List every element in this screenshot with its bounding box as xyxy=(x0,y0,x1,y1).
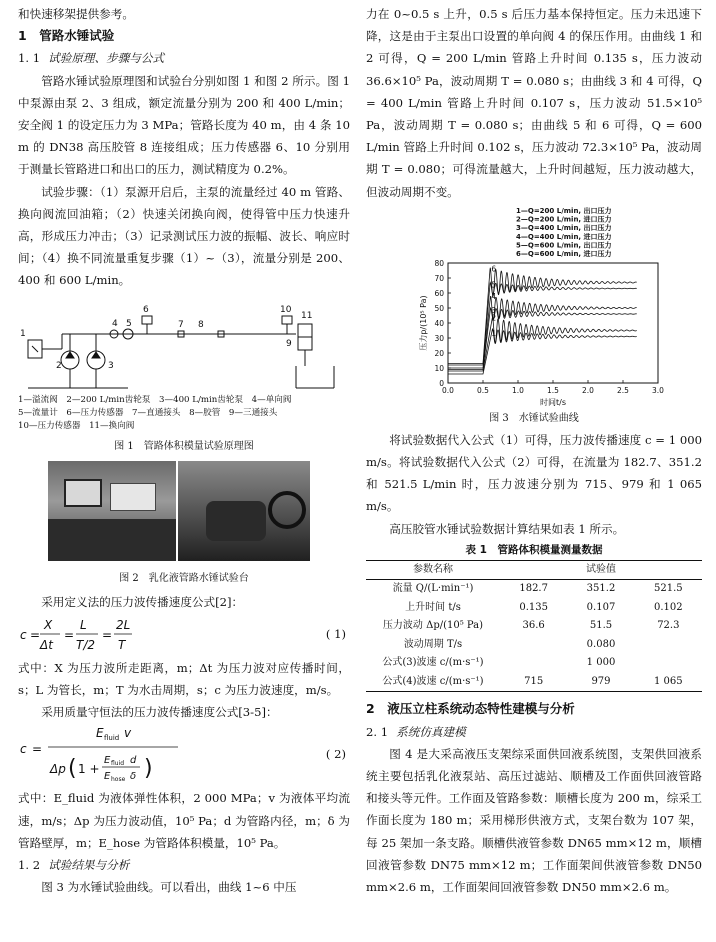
pump-unit xyxy=(206,501,266,541)
svg-text:): ) xyxy=(144,756,153,782)
table-cell: 波动周期 T/s xyxy=(403,638,463,650)
table-1 xyxy=(366,560,702,693)
svg-text:1 +: 1 + xyxy=(78,762,100,777)
fig1-legend-line: 1—溢流阀 2—200 L/min齿轮泵 3—400 L/min齿轮泵 4—单向阀 xyxy=(18,394,292,405)
table-cell: 182.7 xyxy=(519,583,548,595)
y-axis-label: 压力p/(10⁵ Pa) xyxy=(419,295,428,351)
table-cell xyxy=(635,654,702,673)
svg-text:T: T xyxy=(118,637,126,652)
hose-coil xyxy=(268,491,306,529)
equation-1-formula xyxy=(18,613,218,657)
fig1-label: 9 xyxy=(286,338,292,349)
series-line-2 xyxy=(448,317,637,371)
table-cell xyxy=(500,636,567,655)
svg-text:δ: δ xyxy=(130,771,137,783)
subsection-heading-1-1 xyxy=(18,47,350,69)
fig1-legend-line: 5—流量计 6—压力传感器 7—直通接头 8—胶管 9—三通接头 xyxy=(18,407,278,418)
equation-1 xyxy=(18,613,350,657)
table-cell: 公式(4)波速 c/(m·s⁻¹) xyxy=(366,673,500,692)
table-cell: 公式(3)波速 c/(m·s⁻¹) xyxy=(382,657,484,669)
monitor-screen xyxy=(64,479,102,507)
legend-entry: 5—Q=600 L/min, 出口压力 xyxy=(516,241,612,250)
series-line-5 xyxy=(448,282,637,364)
section-heading-1: 1 管路水锤试验 xyxy=(18,28,115,44)
paragraph: 管路水锤试验原理图和试验台分别如图 1 和图 2 所示。图 1 中泵源由泵 2、3 组成，额定流量分别为 200 和 400 L/min；安全阀 1 的设定压力为 3 MPa；管路长度为 40 m，由 4 条 10 m 的 DN38 高压胶管 8 连接组成；压力传感器 6、10 分别用于测量长管路进口和出口的压力，测试精度为 0.2%。 xyxy=(18,73,350,177)
table-cell xyxy=(635,636,702,655)
subsection-heading-2-1 xyxy=(366,721,702,743)
table-cell: 351.2 xyxy=(586,583,616,595)
y-tick-label: 80 xyxy=(434,258,444,268)
table-row xyxy=(366,654,702,673)
water-hammer-chart xyxy=(366,205,702,411)
table-cell: 521.5 xyxy=(654,583,683,595)
curve-label: 6 xyxy=(491,264,497,274)
table-cell xyxy=(500,654,567,673)
paragraph: 式中：X 为压力波所走距离，m；Δt 为压力波对应传播时间，s；L 为管长，m；T 为水击周期，s；c 为压力波速度，m/s。 xyxy=(18,660,350,698)
paragraph: 将试验数据代入公式（1）可得，压力波传播速度 c = 1 000 m/s。将试验数据代入公式（2）可得，在流量为 182.7、351.2 和 521.5 L/min 时，压力波速分别为 715、979 和 1 065 m/s。 xyxy=(366,432,702,514)
table-cell: 979 xyxy=(567,673,634,692)
table-1-caption: 表 1 管路体积模量测量数据 xyxy=(465,543,603,556)
x-tick-label: 0.0 xyxy=(442,385,454,395)
svg-text:Δp: Δp xyxy=(50,762,66,777)
svg-text:E: E xyxy=(96,726,104,741)
paragraph: 图 4 是大采高液压支架综采面供回液系统图，支架供回液系统主要包括乳化液泵站、高压过滤站、顺槽及工作面供回液管路和接头等元件。工作面及管路参数：顺槽长度为 200 m，综采工作面长度为 180 m；采用梯形供液方式，支架台数为 107 架，每 25 架加一条支路。顺槽供液管参数 DN65 mm×12 m，顺槽回液管参数 DN75 mm×12 m；工作面架间供液管参数 DN50 mm×2.6 m，工作面架间回液管参数 DN50 mm×2.6 m。 xyxy=(366,746,702,894)
fig1-label: 7 xyxy=(178,319,184,330)
svg-text:Δt: Δt xyxy=(40,637,53,652)
subsection-title: 系统仿真建模 xyxy=(396,724,466,739)
equation-1-number: ( 1) xyxy=(325,626,346,641)
x-tick-label: 1.0 xyxy=(512,385,524,395)
svg-text:=: = xyxy=(102,627,113,642)
table-cell: 72.3 xyxy=(657,620,680,632)
table-cell: 0.135 xyxy=(519,601,548,613)
curve-label: 4 xyxy=(491,291,497,301)
svg-text:T/2: T/2 xyxy=(76,637,96,652)
table-cell: 流量 Q/(L·min⁻¹) xyxy=(392,583,474,595)
table-cell: 1 065 xyxy=(635,673,702,692)
table-header-cell: 参数名称 xyxy=(366,560,500,580)
fig1-label: 2 xyxy=(56,360,62,371)
subsection-title: 试验结果与分析 xyxy=(48,858,130,873)
table-cell: 上升时间 t/s xyxy=(405,601,461,613)
subsection-title: 试验原理、步骤与公式 xyxy=(48,51,165,66)
test-bench-photo-right xyxy=(178,461,310,561)
figure-1 xyxy=(18,296,350,392)
subsection-heading-1-2 xyxy=(18,854,350,876)
x-tick-label: 0.5 xyxy=(477,385,489,395)
paragraph: 试验步骤：（1）泵源开启后，主泵的流量经过 40 m 管路、换向阀流回油箱；（2）快速关闭换向阀，使得管中压力快速升高，形成压力冲击；（3）记录测试压力波的振幅、波长、响应时间；（4）换不同流量重复步骤（1）~（3），流量分别是 200、400 和 600 L/min。 xyxy=(18,184,350,288)
x-tick-label: 3.0 xyxy=(652,385,664,395)
svg-text:=: = xyxy=(64,627,75,642)
y-tick-label: 70 xyxy=(434,273,444,283)
svg-text:v: v xyxy=(124,726,132,741)
table-cell: 715 xyxy=(500,673,567,692)
subsection-number: 1. 1 xyxy=(18,51,41,66)
figure-1-caption: 图 1 管路体积模量试验原理图 xyxy=(114,440,254,452)
fig1-label: 5 xyxy=(126,318,132,329)
fig1-label: 3 xyxy=(108,360,114,371)
table-body xyxy=(366,580,702,692)
table-row xyxy=(366,617,702,636)
curve-label: 2 xyxy=(491,313,497,323)
svg-text:d: d xyxy=(130,755,137,767)
legend-entry: 1—Q=200 L/min, 出口压力 xyxy=(516,206,612,215)
svg-text:c: c xyxy=(20,742,27,757)
equation-2-number: ( 2) xyxy=(325,747,346,762)
figure-2-caption: 图 2 乳化液管路水锤试验台 xyxy=(119,572,249,584)
right-column xyxy=(366,3,702,898)
svg-text:=: = xyxy=(30,627,41,642)
table-row xyxy=(366,599,702,618)
table-cell: 51.5 xyxy=(589,620,613,632)
table-cell: 压力波动 Δp/(10⁵ Pa) xyxy=(382,620,484,632)
section-heading-2: 2 液压立柱系统动态特性建模与分析 xyxy=(366,701,575,717)
paragraph: 采用质量守恒法的压力波传播速度公式[3-5]： xyxy=(41,705,278,720)
subsection-number: 2. 1 xyxy=(366,724,389,739)
table-cell: 0.107 xyxy=(586,601,616,613)
series-line-4 xyxy=(448,296,637,368)
y-tick-label: 40 xyxy=(434,318,444,328)
x-axis-label: 时间t/s xyxy=(540,397,566,407)
table-row xyxy=(366,636,702,655)
paragraph: 和快速移架提供参考。 xyxy=(18,7,134,21)
svg-text:X: X xyxy=(44,617,53,632)
svg-text:hose: hose xyxy=(111,776,126,784)
x-tick-label: 2.0 xyxy=(582,385,594,395)
svg-text:E: E xyxy=(104,755,111,767)
fig1-label: 11 xyxy=(301,310,313,321)
fig1-label: 4 xyxy=(112,318,118,329)
equation-2-formula xyxy=(18,723,238,787)
paragraph: 采用定义法的压力波传播速度公式[2]： xyxy=(41,594,244,609)
svg-text:2L: 2L xyxy=(116,617,131,632)
legend-entry: 3—Q=400 L/min, 出口压力 xyxy=(516,224,612,233)
equation-2 xyxy=(18,723,350,787)
figure-2 xyxy=(18,461,350,567)
figure-1-schematic xyxy=(18,296,350,392)
fig1-label: 6 xyxy=(143,304,149,315)
y-tick-label: 30 xyxy=(434,333,444,343)
curve-label: 1 xyxy=(491,328,497,338)
fig1-label: 1 xyxy=(20,328,26,339)
bench-table xyxy=(48,519,176,561)
table-row xyxy=(366,580,702,599)
y-tick-label: 60 xyxy=(434,288,444,298)
series-line-1 xyxy=(448,329,637,374)
table-cell: 0.080 xyxy=(586,638,616,650)
subsection-number: 1. 2 xyxy=(18,858,41,873)
svg-text:L: L xyxy=(80,617,87,632)
curve-label: 5 xyxy=(491,280,497,290)
series-line-6 xyxy=(448,268,637,364)
fig1-label: 10 xyxy=(280,304,292,315)
table-header-cell: 试验值 xyxy=(500,560,702,580)
series-line-3 xyxy=(448,308,637,369)
fig1-legend-line: 10—压力传感器 11—换向阀 xyxy=(18,420,135,431)
x-tick-label: 2.5 xyxy=(617,385,629,395)
table-cell: 1 000 xyxy=(586,657,616,669)
paragraph: 力在 0~0.5 s 上升，0.5 s 后压力基本保持恒定。压力未迅速下降，这是由于主泵出口设置的单向阀 4 的保压作用。由曲线 1 和 2 可得，Q = 200 L/min 管路上升时间 0.135 s，压力波动 36.6×10⁵ Pa，波动周期 T = 0.080 s；由曲线 3 和 4 可得，Q = 400 L/min 管路上升时间 0.107 s，压力波动 51.5×10⁵ Pa，波动周期 T = 0.080 s；由曲线 5 和 6 可得，Q = 600 L/min 管路上升时间 0.102 s，压力波动 72.3×10⁵ Pa，波动周期 T = 0.080；可得流量越大，上升时间越短，压力波动越大，但波动周期不变。 xyxy=(366,7,702,199)
table-header-row xyxy=(366,560,702,580)
svg-text:c: c xyxy=(20,627,27,642)
y-tick-label: 0 xyxy=(439,378,444,388)
svg-text:(: ( xyxy=(68,756,77,782)
svg-text:fluid: fluid xyxy=(111,760,125,768)
left-column xyxy=(18,3,350,898)
test-bench-photo-left xyxy=(48,461,176,561)
figure-3-caption: 图 3 水锤试验曲线 xyxy=(489,412,579,424)
svg-text:=: = xyxy=(32,742,43,757)
table-row xyxy=(366,673,702,692)
instrument-box xyxy=(110,483,156,511)
y-tick-label: 50 xyxy=(434,303,444,313)
x-tick-label: 1.5 xyxy=(547,385,559,395)
legend-entry: 4—Q=400 L/min, 进口压力 xyxy=(516,232,612,241)
fig1-label: 8 xyxy=(198,319,204,330)
table-cell: 36.6 xyxy=(522,620,545,632)
figure-1-legend xyxy=(18,394,350,433)
table-cell: 0.102 xyxy=(654,601,683,613)
y-tick-label: 10 xyxy=(434,363,444,373)
paragraph: 图 3 为水锤试验曲线。可以看出，曲线 1~6 中压 xyxy=(41,880,297,895)
y-tick-label: 20 xyxy=(434,348,444,358)
paragraph: 高压胶管水锤试验数据计算结果如表 1 所示。 xyxy=(389,521,625,536)
curve-label: 3 xyxy=(491,306,497,316)
svg-text:E: E xyxy=(104,771,111,783)
figure-3 xyxy=(366,205,702,411)
legend-entry: 6—Q=600 L/min, 进口压力 xyxy=(516,249,612,258)
legend-entry: 2—Q=200 L/min, 进口压力 xyxy=(516,215,612,224)
svg-text:fluid: fluid xyxy=(104,734,120,743)
paragraph: 式中：E_fluid 为液体弹性体积，2 000 MPa；v 为液体平均流速，m/s；Δp 为压力波动值，10⁵ Pa；d 为管路内径，m；δ 为管路壁厚，m；E_hose 为管路体积模量，10⁵ Pa。 xyxy=(18,791,350,850)
